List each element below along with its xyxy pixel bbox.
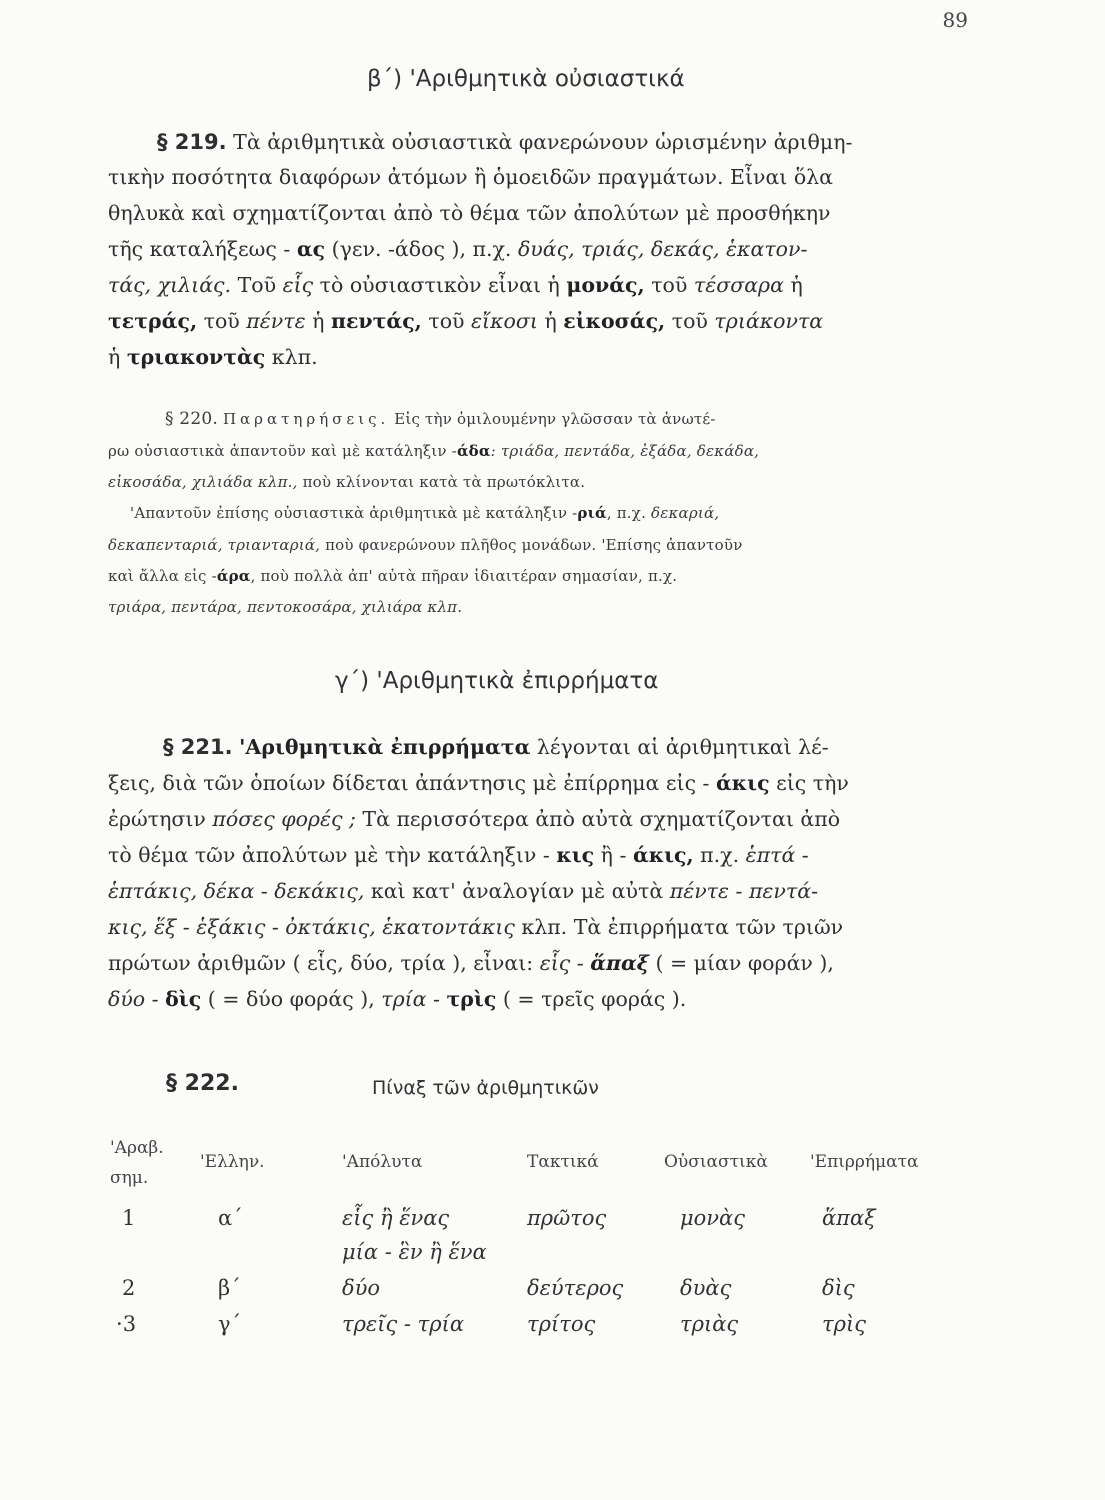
header-ordinal: Τακτικά — [527, 1152, 599, 1172]
paragraph-line: 'Απαντοῦν ἐπίσης οὐσιαστικὰ ἀριθμητικὰ μὲ κατάληξιν -ριά, π.χ. δεκαριά, — [130, 504, 720, 522]
table-cell-cardinal: τρεῖς - τρία — [342, 1312, 465, 1336]
paragraph-line: θηλυκὰ καὶ σχηματίζονται ἀπὸ τὸ θέμα τῶν ἀπολύτων μὲ προσθήκην — [108, 201, 831, 225]
paragraph-line: τῆς καταλήξεως - ας (γεν. -άδος ), π.χ. δυάς, τριάς, δεκάς, ἑκατον- — [108, 237, 808, 261]
paragraph-line: § 219. Τὰ ἀριθμητικὰ οὐσιαστικὰ φανερώνουν ὡρισμένην ἀριθμη- — [157, 130, 853, 154]
header-arabic: 'Αραβ. — [110, 1138, 164, 1158]
paragraph-line: καὶ ἄλλα εἰς -άρα, ποὺ πολλὰ ἀπ' αὐτὰ πῆραν ἰδιαιτέραν σημασίαν, π.χ. — [108, 567, 678, 585]
section-heading-nouns: β΄) 'Αριθμητικὰ οὐσιαστικά — [367, 66, 685, 92]
paragraph-line: δύο - δὶς ( = δύο φοράς ), τρία - τρὶς ( = τρεῖς φοράς ). — [108, 987, 687, 1011]
paragraph-line: πρώτων ἀριθμῶν ( εἷς, δύο, τρία ), εἶναι: εἷς - ἅπαξ ( = μίαν φοράν ), — [108, 951, 834, 975]
table-cell-noun: τριὰς — [680, 1312, 739, 1336]
table-cell-arabic: ·3 — [116, 1312, 137, 1336]
paragraph-line: τικὴν ποσότητα διαφόρων ἀτόμων ἢ ὁμοειδῶν πραγμάτων. Εἶναι ὅλα — [108, 165, 834, 189]
table-cell-greek: α΄ — [218, 1206, 243, 1230]
page-number: 89 — [942, 8, 968, 32]
paragraph-line: ἡ τριακοντὰς κλπ. — [108, 345, 318, 369]
table-cell-adverb: ἅπαξ — [822, 1206, 876, 1230]
table-cell-cardinal: εἷς ἢ ἕνας — [342, 1206, 450, 1230]
paragraph-line: τάς, χιλιάς. Τοῦ εἷς τὸ οὐσιαστικὸν εἶναι ἡ μονάς, τοῦ τέσσαρα ἡ — [108, 273, 803, 297]
paragraph-line: τριάρα, πεντάρα, πεντοκοσάρα, χιλιάρα κλπ. — [108, 598, 463, 616]
table-cell-arabic: 2 — [122, 1276, 136, 1300]
section-number: § 219. — [157, 130, 227, 154]
paragraph-line: κις, ἕξ - ἑξάκις - ὀκτάκις, ἑκατοντάκις κλπ. Τὰ ἐπιρρήματα τῶν τριῶν — [108, 915, 844, 939]
paragraph-line: τὸ θέμα τῶν ἀπολύτων μὲ τὴν κατάληξιν - κις ἢ - άκις, π.χ. ἑπτά - — [108, 843, 809, 867]
table-cell-adverb: τρὶς — [822, 1312, 866, 1336]
paragraph-line: τετράς, τοῦ πέντε ἡ πεντάς, τοῦ εἴκοσι ἡ εἰκοσάς, τοῦ τριάκοντα — [108, 309, 824, 333]
table-cell-greek: β΄ — [218, 1276, 241, 1300]
header-greek: 'Ελλην. — [200, 1152, 265, 1172]
paragraph-line: δεκαπενταριά, τριανταριά, ποὺ φανερώνουν πλῆθος μονάδων. 'Επίσης ἀπαντοῦν — [108, 536, 743, 554]
section-number: § 222. — [166, 1071, 239, 1096]
section-heading-adverbs: γ΄) 'Αριθμητικὰ ἐπιρρήματα — [335, 668, 659, 694]
table-cell-greek: γ΄ — [218, 1312, 242, 1336]
paragraph-line: εἰκοσάδα, χιλιάδα κλπ., ποὺ κλίνονται κατὰ τὰ πρωτόκλιτα. — [108, 473, 586, 491]
paragraph-line: ρω οὐσιαστικὰ ἀπαντοῦν καὶ μὲ κατάληξιν -άδα: τριάδα, πεντάδα, ἑξάδα, δεκάδα, — [108, 442, 760, 460]
table-title: Πίναξ τῶν ἀριθμητικῶν — [372, 1077, 599, 1099]
table-cell-noun: μονὰς — [680, 1206, 745, 1230]
table-cell-ordinal: δεύτερος — [527, 1276, 624, 1300]
table-cell-cardinal-2: μία - ἓν ἢ ἕνα — [342, 1240, 487, 1264]
paragraph-line: ἑπτάκις, δέκα - δεκάκις, καὶ κατ' ἀναλογίαν μὲ αὐτὰ πέντε - πεντά- — [108, 879, 819, 903]
table-cell-ordinal: τρίτος — [527, 1312, 596, 1336]
table-cell-ordinal: πρῶτος — [527, 1206, 607, 1230]
header-arabic-2: σημ. — [110, 1168, 149, 1188]
paragraph-line: ξεις, διὰ τῶν ὁποίων δίδεται ἀπάντησις μὲ ἐπίρρημα εἰς - άκις εἰς τὴν — [108, 771, 849, 795]
paragraph-line: § 220. Παρατηρήσεις. Εἰς τὴν ὁμιλουμένην γλῶσσαν τὰ ἀνωτέ- — [165, 409, 716, 429]
header-adverb: 'Επιρρήματα — [810, 1152, 919, 1172]
table-cell-cardinal: δύο — [342, 1276, 381, 1300]
header-cardinal: 'Απόλυτα — [342, 1152, 423, 1172]
header-noun: Οὐσιαστικὰ — [664, 1152, 768, 1172]
paragraph-line: § 221. 'Αριθμητικὰ ἐπιρρήματα λέγονται αἱ ἀριθμητικαὶ λέ- — [163, 735, 829, 759]
table-cell-arabic: 1 — [122, 1206, 136, 1230]
table-cell-adverb: δὶς — [822, 1276, 855, 1300]
table-cell-noun: δυὰς — [680, 1276, 732, 1300]
paragraph-line: ἐρώτησιν πόσες φορές ; Τὰ περισσότερα ἀπὸ αὐτὰ σχηματίζονται ἀπὸ — [108, 807, 841, 831]
